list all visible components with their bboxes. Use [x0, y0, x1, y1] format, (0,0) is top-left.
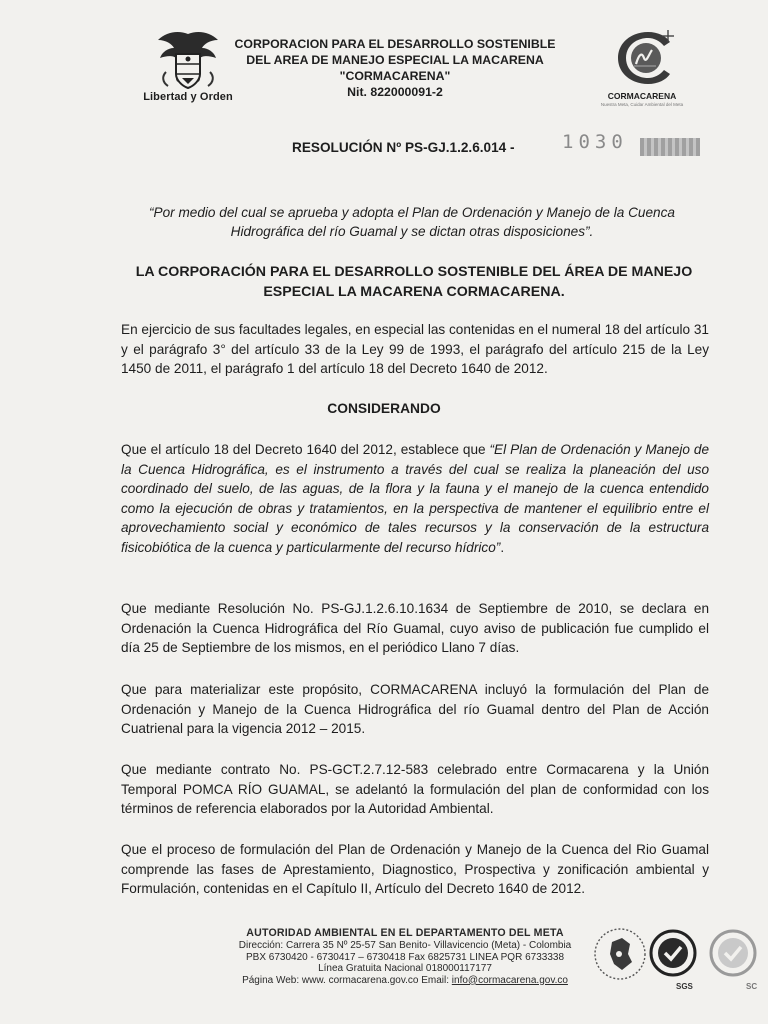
cormacarena-logo-icon [606, 28, 678, 90]
consideration-end: . [500, 539, 505, 555]
crest-block [138, 28, 238, 108]
seal-label-sgs: SGS [676, 982, 693, 991]
footer-phones: PBX 6730420 - 6730417 – 6730418 Fax 6825731 LINEA PQR 6733338 [245, 951, 565, 963]
logo-tagline: Nuestra Meta, Cuidar Ambiental del Meta [600, 102, 684, 107]
footer-web [225, 975, 585, 986]
certification-check-seal-icon [648, 928, 698, 984]
stamp-date-smudge [640, 138, 700, 156]
org-nit: Nit. 822000091-2 [347, 85, 443, 99]
footer-authority: AUTORIDAD AMBIENTAL EN EL DEPARTAMENTO DEL META [246, 927, 564, 939]
cormacarena-logo [600, 28, 684, 108]
footer-toll-free: Línea Gratuita Nacional 018000117177 [318, 963, 492, 975]
preamble-paragraph: En ejercicio de sus facultades legales, en especial las contenidas en el numeral 18 del artículo 31 y el parágrafo 3° del artículo 33 de la Ley 99 de 1993, el parágrafo del artículo 215 de la Ley 1450 de 2011, el parágrafo 1 del artículo 18 del Decreto 1640 de 2012. [121, 322, 709, 376]
footer-address: Dirección: Carrera 35 Nº 25-57 San Benito- Villavicencio (Meta) - Colombia [238, 940, 572, 952]
consideration-paragraph-2: Que mediante Resolución No. PS-GJ.1.2.6.10.1634 de Septiembre de 2010, se declara en Ordenación la Cuenca Hidrográfica del Río Guamal, cuyo aviso de publicación fue cumplido el día 25 de Septiembre de los mismos, en el periódico Llano 7 días. [121, 601, 709, 655]
considerando-heading: CONSIDERANDO [327, 401, 441, 416]
consideration-paragraph-1 [121, 440, 709, 557]
consideration-paragraph-4: Que mediante contrato No. PS-GCT.2.7.12-583 celebrado entre Cormacarena y la Unión Temporal POMCA RÍO GUAMAL, se adelantó la formulación del plan de conformidad con los términos de referencia elaborados por la Autoridad Ambiental. [121, 762, 709, 816]
consideration-paragraph-5: Que el proceso de formulación del Plan de Ordenación y Manejo de la Cuenca del Rio Guamal comprende las fases de Aprestamiento, Diagnostico, Prospectiva y zonificación ambiental y Formulación, contenidas en el Capítulo II, Artículo del Decreto 1640 de 2012. [121, 842, 709, 896]
corporation-heading: LA CORPORACIÓN PARA EL DESARROLLO SOSTENIBLE DEL ÁREA DE MANEJO ESPECIAL LA MACARENA CORMACARENA. [135, 264, 693, 300]
decree-quote: “El Plan de Ordenación y Manejo de la Cuenca Hidrográfica, es el instrumento a través del cual se realiza la planeación del uso coordinado del suelo, de las aguas, de la flora y la fauna y el manejo de la cuenca entendido como la ejecución de obras y tratamientos, en la perspectiva de mantener el equilibrio entre el aprovechamiento social y económico de tales recursos y la conservación de la estructura fisicobiótica de la cuenca y particularmente del recurso hídrico” [121, 442, 710, 555]
meta-map-seal-icon [592, 924, 648, 984]
certification-seals [592, 918, 768, 998]
footer-email-link[interactable]: info@cormacarena.gov.co [451, 974, 568, 986]
resolution-number: RESOLUCIÓN Nº PS-GJ.1.2.6.014 - [292, 140, 515, 155]
certification-check-seal-icon [708, 928, 758, 984]
stamped-number: 1030 [562, 131, 628, 153]
org-line: DEL AREA DE MANEJO ESPECIAL LA MACARENA [246, 53, 544, 67]
footer-web-prefix: Página Web: www. cormacarena.gov.co Email: [242, 974, 452, 986]
organization-header [230, 36, 560, 100]
page-footer [225, 928, 585, 986]
consideration-paragraph-3: Que para materializar este propósito, CORMACARENA incluyó la formulación del Plan de Ordenación y Manejo de la Cuenca Hidrográfica del río Guamal dentro del Plan de Acción Cuatrienal para la vigencia 2012 – 2015. [121, 682, 709, 736]
resolution-subject: “Por medio del cual se aprueba y adopta el Plan de Ordenación y Manejo de la Cuenca Hidrográfica del río Guamal y se dictan otras disposiciones”. [149, 205, 675, 239]
consideration-intro: Que el artículo 18 del Decreto 1640 del 2012, establece que [121, 442, 490, 457]
org-line: CORPORACION PARA EL DESARROLLO SOSTENIBLE [234, 37, 556, 51]
crest-caption: Libertad y Orden [143, 91, 233, 103]
coat-of-arms-icon [148, 28, 228, 90]
logo-name: CORMACARENA [607, 91, 677, 101]
org-line: "CORMACARENA" [339, 69, 451, 83]
seal-label-sc: SC [746, 982, 758, 991]
